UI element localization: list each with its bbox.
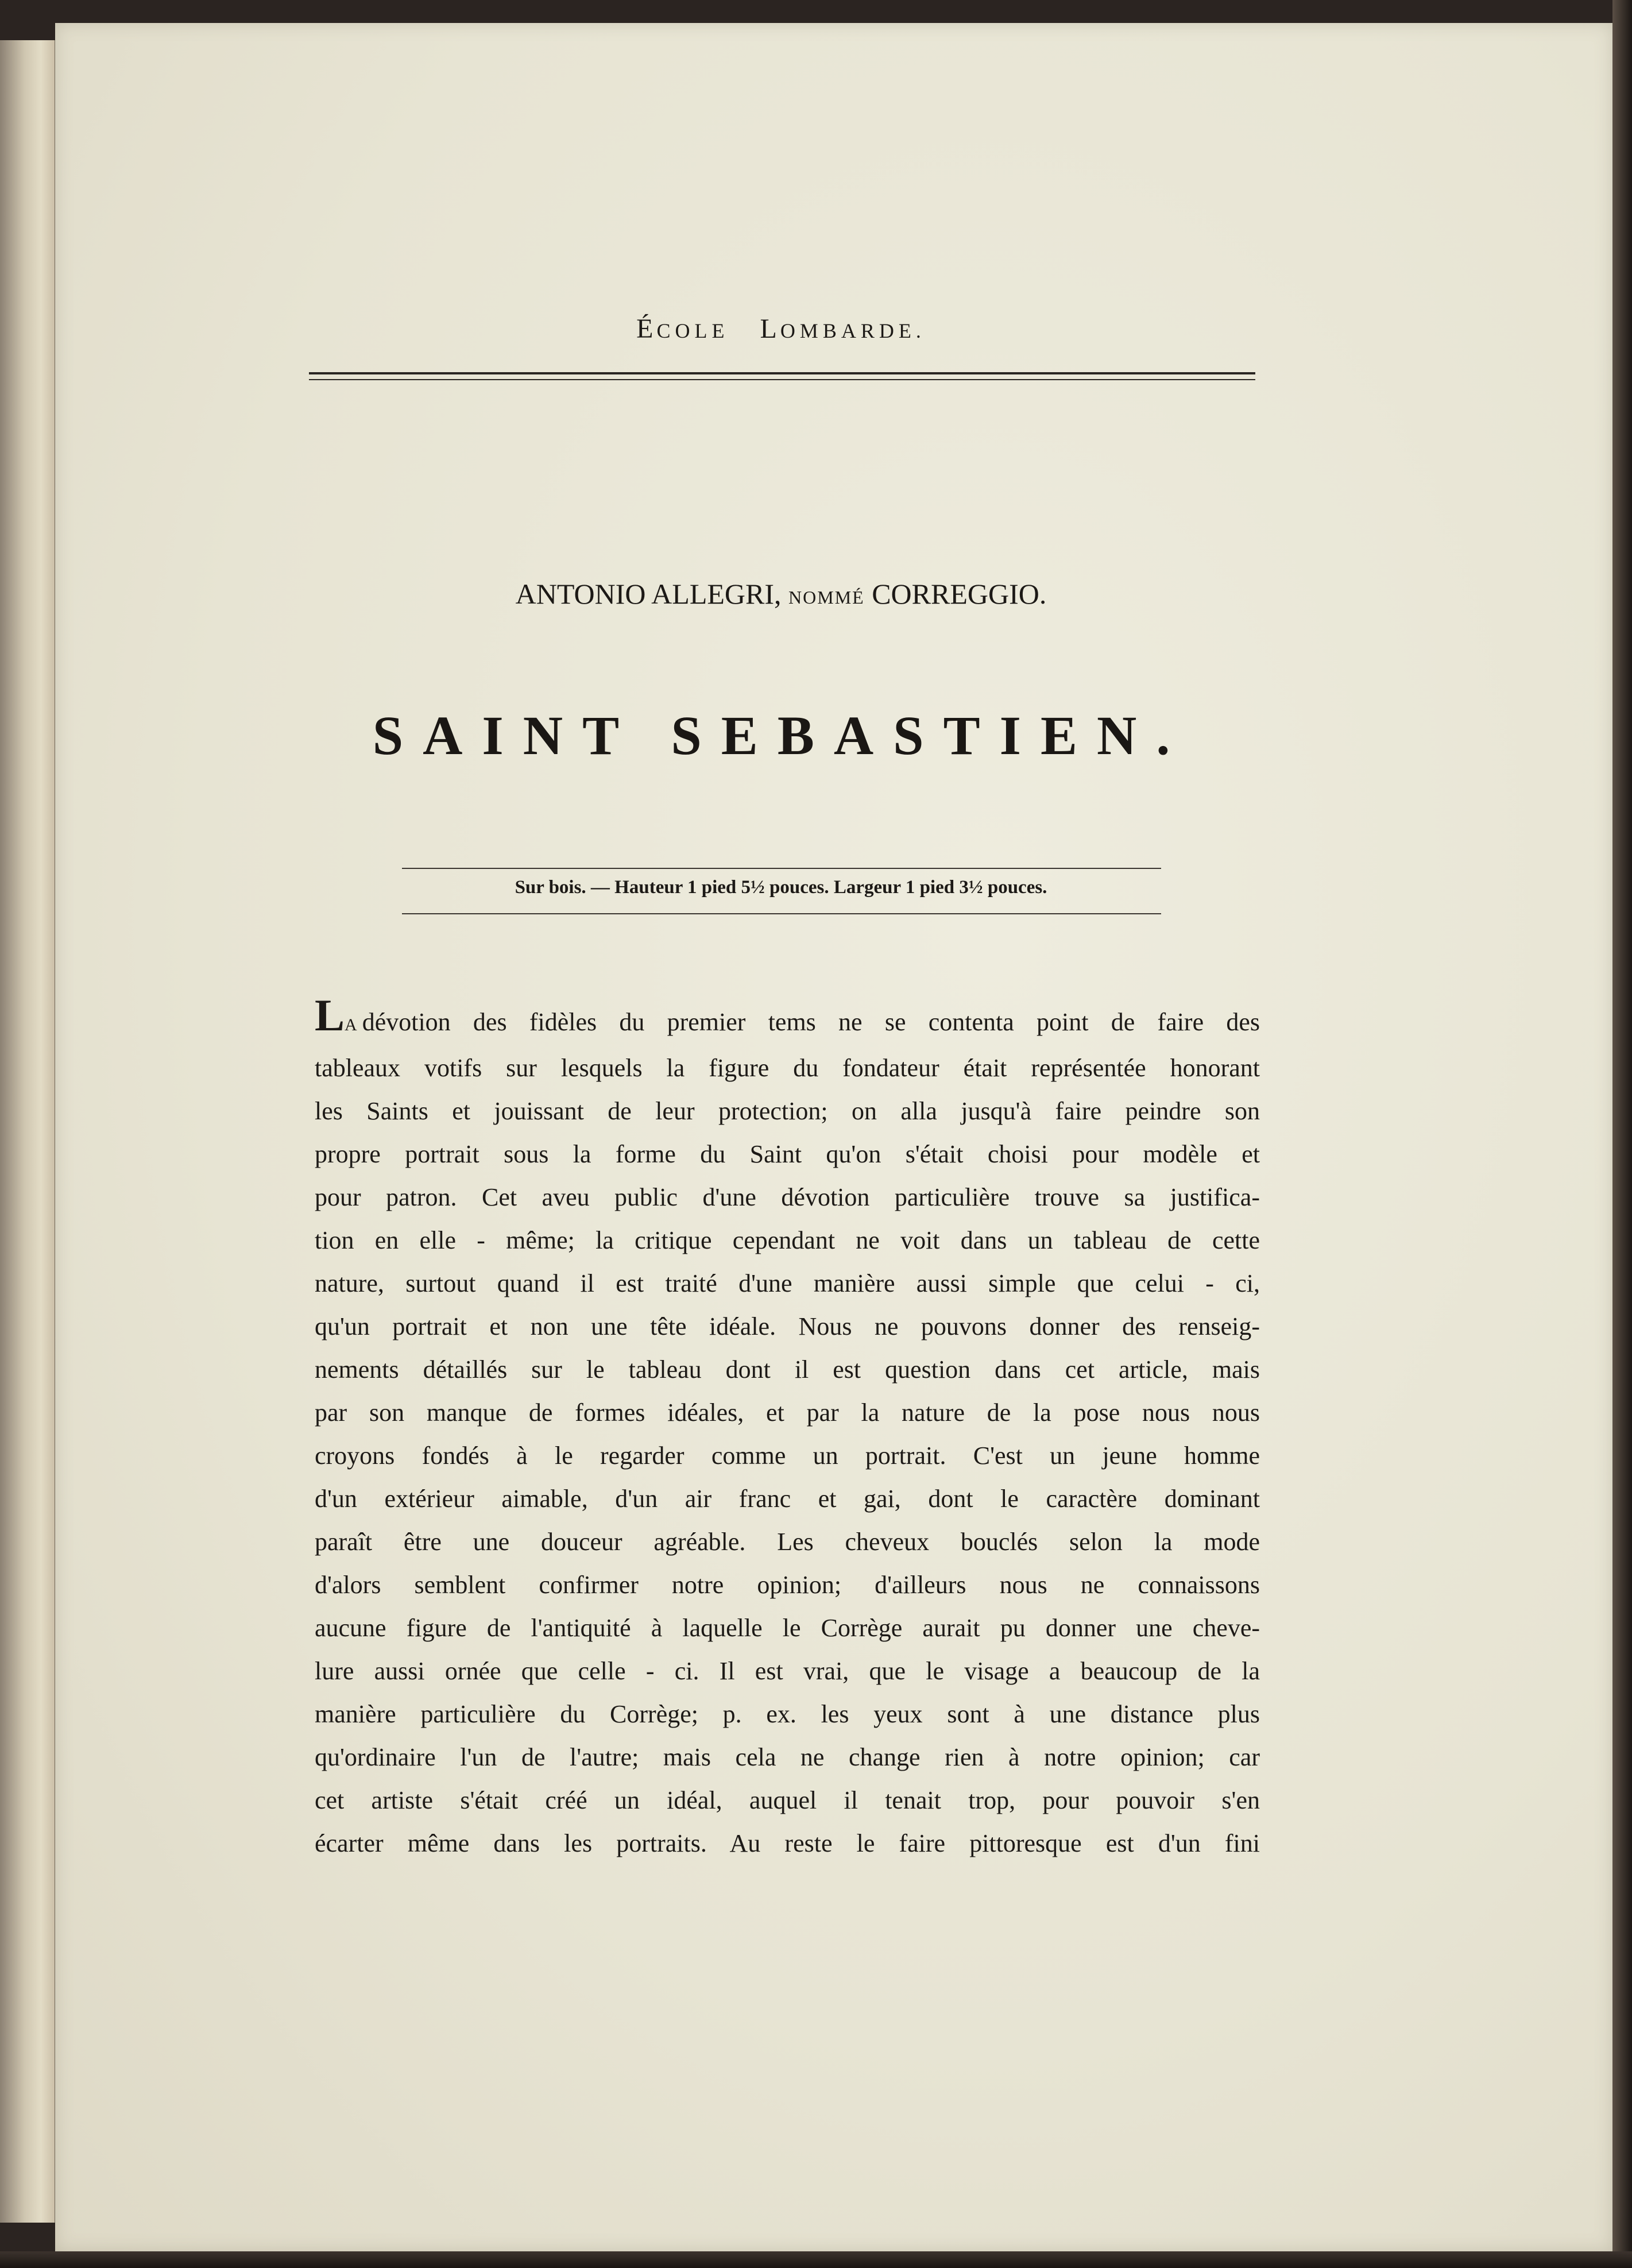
body-line: propre portrait sous la forme du Saint qu'on s'était choisi pour modèle et [315, 1140, 1260, 1168]
body-line: aucune figure de l'antiquité à laquelle le Corrège aurait pu donner une cheve- [315, 1614, 1260, 1642]
drop-initial-small: A [345, 1015, 358, 1034]
left-page-edge [0, 40, 56, 2223]
body-line: les Saints et jouissant de leur protection; on alla jusqu'à faire peindre son [315, 1097, 1260, 1125]
body-line: tion en elle - même; la critique cependant ne voit dans un tableau de cette [315, 1226, 1260, 1254]
body-line-text: dévotion des fidèles du premier tems ne se contenta point de faire des [362, 1008, 1260, 1036]
author-name: ANTONIO ALLEGRI, [515, 578, 782, 610]
body-line: d'alors semblent confirmer notre opinion; d'ailleurs nous ne connaissons [315, 1571, 1260, 1599]
body-line: qu'un portrait et non une tête idéale. Nous ne pouvons donner des renseig- [315, 1312, 1260, 1340]
body-line: d'un extérieur aimable, d'un air franc et gai, dont le caractère dominant [315, 1485, 1260, 1513]
dimensions-top-rule [402, 868, 1161, 869]
body-line: par son manque de formes idéales, et par la nature de la pose nous nous [315, 1398, 1260, 1427]
body-line: paraît être une douceur agréable. Les cheveux bouclés selon la mode [315, 1528, 1260, 1556]
body-line: pour patron. Cet aveu public d'une dévotion particulière trouve sa justifica- [315, 1183, 1260, 1211]
body-line: croyons fondés à le regarder comme un portrait. C'est un jeune homme [315, 1442, 1260, 1470]
body-line: écarter même dans les portraits. Au reste le faire pittoresque est d'un fini [315, 1829, 1260, 1857]
school-heading-initial: É [636, 314, 657, 344]
body-text [315, 990, 1260, 1865]
body-line: cet artiste s'était créé un idéal, auquel il tenait trop, pour pouvoir s'en [315, 1786, 1260, 1814]
body-line: qu'ordinaire l'un de l'autre; mais cela ne change rien à notre opinion; car [315, 1743, 1260, 1771]
body-line [315, 990, 1260, 1046]
bottom-edge [0, 2251, 1632, 2268]
author-nomme: NOMMÉ [788, 587, 865, 608]
body-line: nements détaillés sur le tableau dont il est question dans cet article, mais [315, 1355, 1260, 1384]
drop-initial: L [315, 990, 345, 1040]
author-line [310, 577, 1252, 611]
body-line: nature, surtout quand il est traité d'une manière aussi simple que celui - ci, [315, 1269, 1260, 1297]
body-line: tableaux votifs sur lesquels la figure du fondateur était représentée honorant [315, 1054, 1260, 1082]
page-title: SAINT SEBASTIEN. [372, 705, 1190, 766]
dimensions-bottom-rule [402, 913, 1161, 914]
body-line: lure aussi ornée que celle - ci. Il est vrai, que le visage a beaucoup de la [315, 1657, 1260, 1685]
author-alias: CORREGGIO. [872, 578, 1047, 610]
body-line: manière particulière du Corrège; p. ex. les yeux sont à une distance plus [315, 1700, 1260, 1728]
school-heading-rest-2: OMBARDE. [780, 319, 926, 342]
header-double-rule [309, 372, 1255, 374]
school-heading [310, 313, 1252, 345]
school-heading-initial-2: L [760, 314, 780, 344]
school-heading-rest: COLE [656, 319, 729, 342]
dimensions-line: Sur bois. — Hauteur 1 pied 5½ pouces. Largeur 1 pied 3½ pouces. [515, 877, 1047, 898]
right-binding-edge [1612, 0, 1632, 2268]
